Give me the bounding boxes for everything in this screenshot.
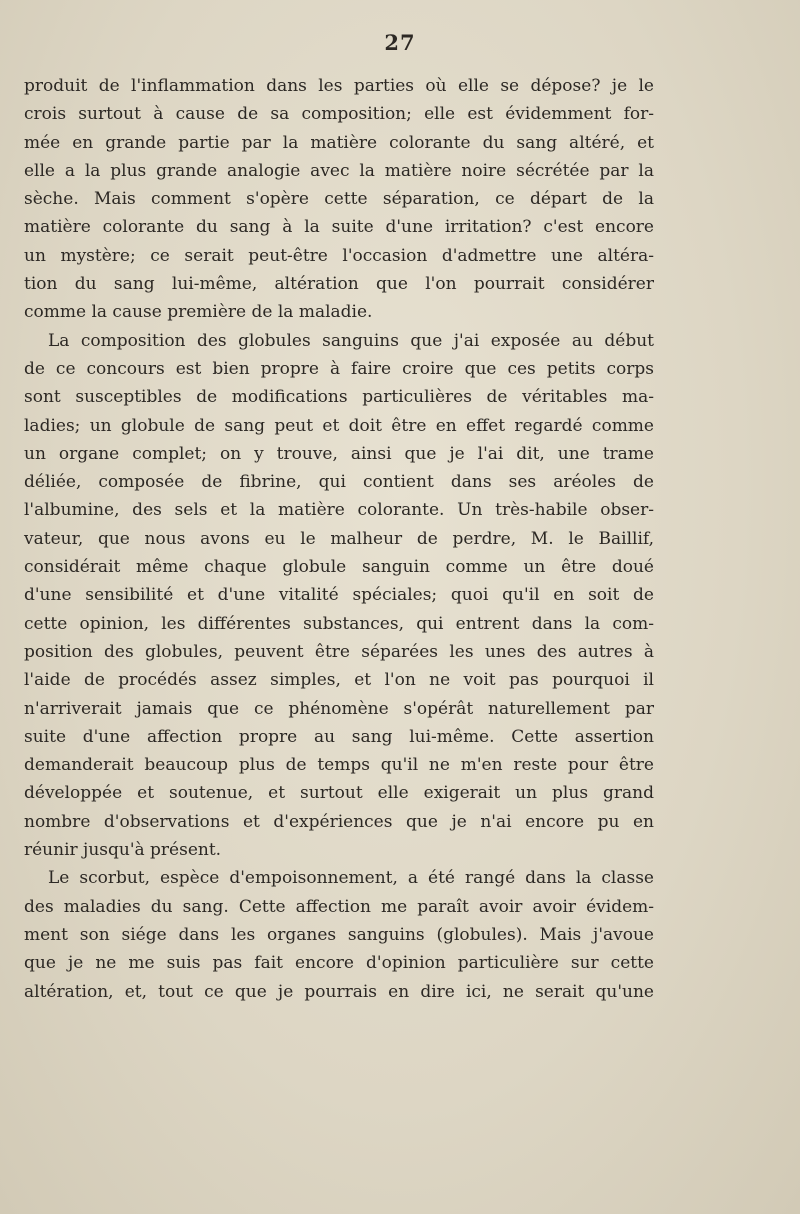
text-line: développée et soutenue, et surtout elle exigerait un plus grand: [24, 783, 654, 804]
paragraph-2: [24, 327, 654, 865]
text-line: ment son siége dans les organes sanguins (globules). Mais j'avoue: [24, 924, 654, 945]
text-line: un organe complet; on y trouve, ainsi que je l'ai dit, une trame: [24, 443, 654, 464]
text-line: vateur, que nous avons eu le malheur de perdre, M. le Baillif,: [24, 528, 654, 549]
text-line: réunir jusqu'à présent.: [24, 840, 222, 861]
text-line: ladies; un globule de sang peut et doit être en effet regardé comme: [24, 415, 654, 436]
text-line: des maladies du sang. Cette affection me paraît avoir avoir évidem-: [24, 896, 654, 917]
text-line: mée en grande partie par la matière colorante du sang altéré, et: [24, 132, 654, 153]
text-line: La composition des globules sanguins que j'ai exposée au début: [48, 330, 654, 351]
text-line: suite d'une affection propre au sang lui-même. Cette assertion: [24, 726, 654, 747]
text-line: sont susceptibles de modifications particulières de véritables ma-: [24, 387, 654, 408]
text-line: nombre d'observations et d'expériences que je n'ai encore pu en: [24, 811, 654, 832]
page-number: 27: [384, 30, 416, 55]
text-line: produit de l'inflammation dans les parties où elle se dépose? je le: [24, 76, 654, 96]
text-line: de ce concours est bien propre à faire croire que ces petits corps: [24, 358, 654, 379]
paragraph-3: [24, 864, 654, 1005]
text-line: elle a la plus grande analogie avec la matière noire sécrétée par la: [24, 160, 654, 181]
text-line: l'aide de procédés assez simples, et l'on ne voit pas pourquoi il: [24, 670, 654, 691]
text-line: matière colorante du sang à la suite d'une irritation? c'est encore: [24, 217, 654, 238]
text-line: tion du sang lui-même, altération que l'on pourrait considérer: [24, 274, 654, 295]
text-line: n'arriverait jamais que ce phénomène s'opérât naturellement par: [24, 698, 654, 719]
paragraph-1: [24, 72, 654, 327]
text-line: crois surtout à cause de sa composition; elle est évidemment for-: [24, 104, 654, 125]
text-line: l'albumine, des sels et la matière colorante. Un très-habile obser-: [24, 500, 654, 521]
text-line: Le scorbut, espèce d'empoisonnement, a été rangé dans la classe: [48, 868, 654, 889]
text-line: comme la cause première de la maladie.: [24, 302, 373, 323]
text-line: sèche. Mais comment s'opère cette séparation, ce départ de la: [24, 189, 654, 210]
text-line: d'une sensibilité et d'une vitalité spéciales; quoi qu'il en soit de: [24, 585, 654, 606]
text-line: déliée, composée de fibrine, qui contient dans ses aréoles de: [24, 472, 654, 493]
text-line: altération, et, tout ce que je pourrais en dire ici, ne serait qu'une: [24, 981, 654, 1002]
text-line: considérait même chaque globule sanguin comme un être doué: [24, 557, 654, 578]
page-body-text: [24, 72, 654, 1006]
text-line: un mystère; ce serait peut-être l'occasion d'admettre une altéra-: [24, 245, 654, 266]
text-line: position des globules, peuvent être séparées les unes des autres à: [24, 641, 654, 662]
text-line: que je ne me suis pas fait encore d'opinion particulière sur cette: [24, 953, 654, 974]
text-line: demanderait beaucoup plus de temps qu'il ne m'en reste pour être: [24, 755, 654, 776]
text-line: cette opinion, les différentes substances, qui entrent dans la com-: [24, 613, 654, 634]
